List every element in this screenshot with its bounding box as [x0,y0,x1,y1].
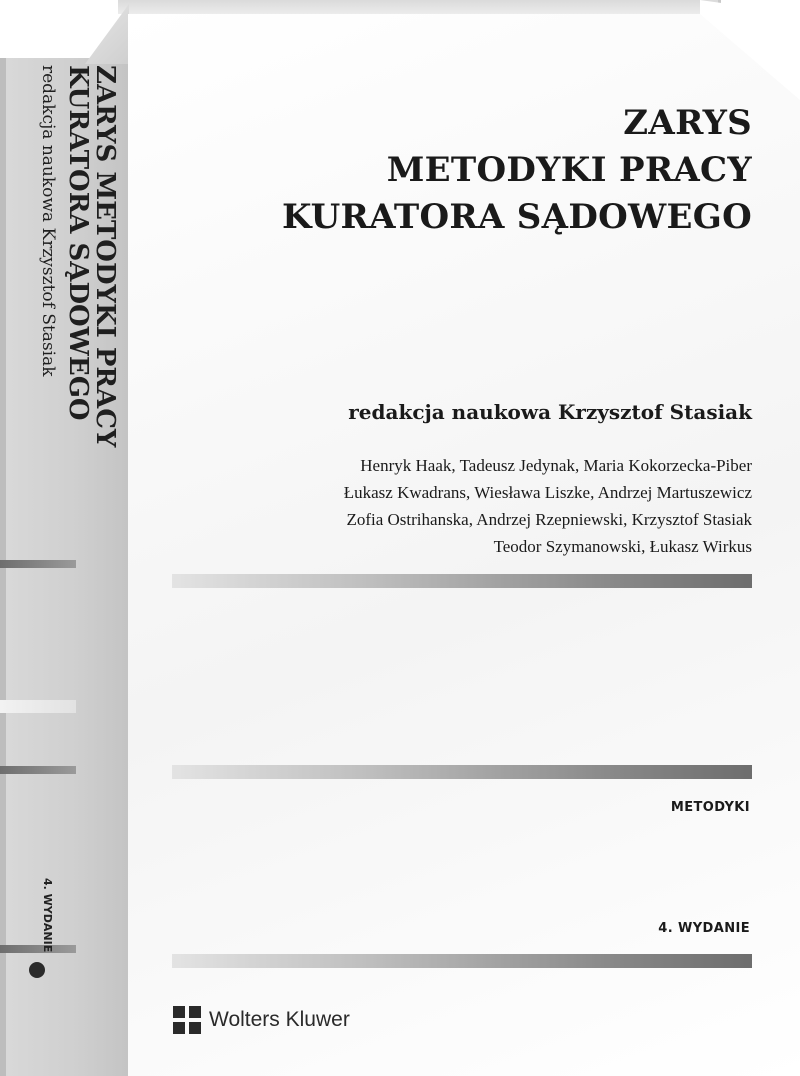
title-line-2: METODYKI PRACY [386,150,752,190]
publisher-logo-icon [173,1006,201,1034]
spine-band-1 [0,560,76,568]
publisher [173,1006,350,1034]
authors-line-2: Łukasz Kwadrans, Wiesława Liszke, Andrzej Martuszewicz [343,483,752,502]
spine-editor: redakcja naukowa Krzysztof Stasiak [38,65,58,377]
authors-line-3: Zofia Ostrihanska, Andrzej Rzepniewski, Krzysztof Stasiak [346,510,752,529]
authors-line-1: Henryk Haak, Tadeusz Jedynak, Maria Kokorzecka-Piber [360,456,752,475]
spine-publisher-logo-icon [29,962,45,978]
spine-edition: 4. WYDANIE [41,878,54,953]
title-line-1: ZARYS [623,103,752,143]
spine-top-fold [85,4,129,64]
edition-label: 4. WYDANIE [658,921,750,936]
cover-band-1 [172,574,752,588]
back-page-edge [118,0,720,14]
spine-band-3 [0,945,76,953]
editor-credit: redakcja naukowa Krzysztof Stasiak [348,400,752,424]
spine-text-block [36,65,118,585]
spine-title-line-2: KURATORA SĄDOWEGO [63,65,93,421]
cover-band-2 [172,765,752,779]
cover-band-3 [172,954,752,968]
book-title [282,100,752,241]
spine-band-light [0,700,76,713]
series-label: METODYKI [670,800,750,815]
authors-list [344,452,752,560]
publisher-name: Wolters Kluwer [209,1008,350,1031]
spine-title-line-1: ZARYS METODYKI PRACY [90,65,120,448]
authors-line-4: Teodor Szymanowski, Łukasz Wirkus [493,537,752,556]
title-line-3: KURATORA SĄDOWEGO [281,197,752,237]
spine-band-2 [0,766,76,774]
